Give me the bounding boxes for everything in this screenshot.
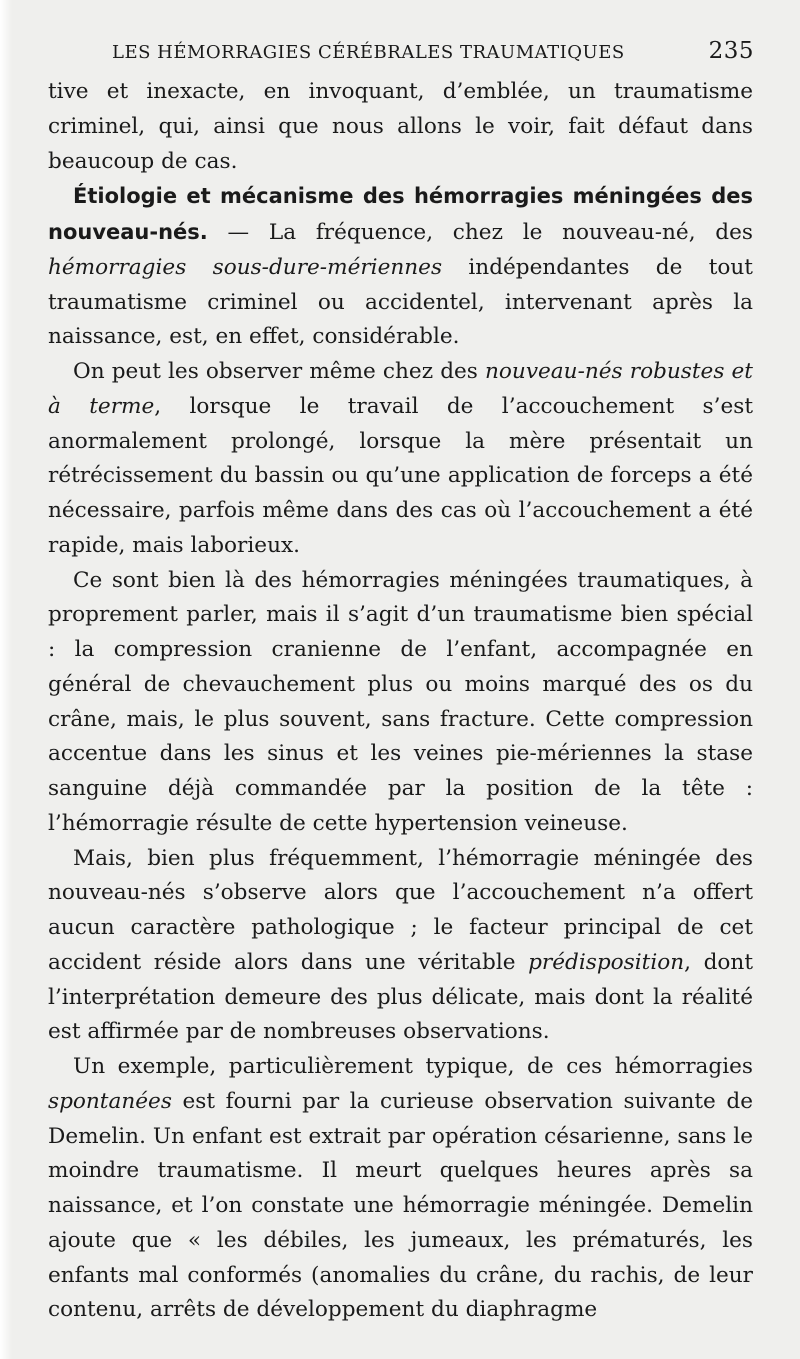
paragraph-text: indépendantes de tout traumatisme criminel ou accidentel, intervenant après la naissance, est, en effet, considérable. <box>48 254 753 350</box>
paragraph-text: On peut les observer même chez des <box>73 359 485 384</box>
italic-term: nouveau-nés robustes et à terme <box>48 359 753 419</box>
paragraph-text: , dont l’interprétation demeure des plus délicate, mais dont la réalité est affirmée par de nombreuses observations. <box>48 949 753 1045</box>
paragraph <box>48 842 753 1051</box>
paragraph-continued <box>48 75 753 179</box>
paragraph-text: Un exemple, particulièrement typique, de ces hémorragies <box>73 1054 753 1079</box>
paragraph <box>48 1050 753 1328</box>
body-text <box>48 75 753 1328</box>
italic-term: hémorragies sous-dure-mériennes <box>48 254 443 280</box>
paragraph <box>48 564 753 842</box>
running-title: LES HÉMORRAGIES CÉRÉBRALES TRAUMATIQUES <box>112 42 625 63</box>
paragraph-text: Mais, bien plus fréquemment, l’hémorragie méningée des nouveau-nés s’observe alors que l’accouchement n’a offert aucun caractère pathologique ; le facteur principal de cet accident réside alors dans une véritable <box>48 845 753 975</box>
paragraph-text: est fourni par la curieuse observation suivante de Demelin. Un enfant est extrait par opération césarienne, sans le moindre traumatisme. Il meurt quelques heures après sa naissance, et l’on constate une hémorragie méningée. Demelin ajoute que « les débiles, les jumeaux, les prématurés, les enfants mal conformés (anomalies du crâne, du rachis, de leur contenu, arrêts de développement du diaphragme <box>48 1088 753 1323</box>
paragraph <box>48 355 753 564</box>
paragraph-text: Ce sont bien là des hémorragies méningées traumatiques, à proprement parler, mais il s’agit d’un traumatisme bien spécial : la compression cranienne de l’enfant, accompagnée en général de chevauchement plus ou moins marqué des os du crâne, mais, le plus souvent, sans fracture. Cette compression accentue dans les sinus et les veines pie-mériennes la stase sanguine déjà commandée par la position de la tête : l’hémorragie résulte de cette hypertension veineuse. <box>48 567 753 836</box>
section-heading: Étiologie et mécanisme des hémorragies méningées des nouveau-nés. <box>48 184 753 244</box>
section-paragraph <box>48 179 753 355</box>
paragraph-text: tive et inexacte, en invoquant, d’emblée, un traumatisme criminel, qui, ainsi que nous allons le voir, fait défaut dans beaucoup de cas. <box>48 79 753 174</box>
page-number: 235 <box>708 38 754 64</box>
italic-term: prédisposition <box>528 949 685 975</box>
paragraph-text: — La fréquence, chez le nouveau-né, des <box>207 220 753 245</box>
running-header <box>112 38 754 68</box>
paragraph-text: , lorsque le travail de l’accouchement s’est anormalement prolongé, lorsque la mère présentait un rétrécissement du bassin ou qu’une application de forceps a été nécessaire, parfois même dans des cas où l’accouchement a été rapide, mais laborieux. <box>48 393 753 558</box>
italic-term: spontanées <box>48 1088 172 1114</box>
